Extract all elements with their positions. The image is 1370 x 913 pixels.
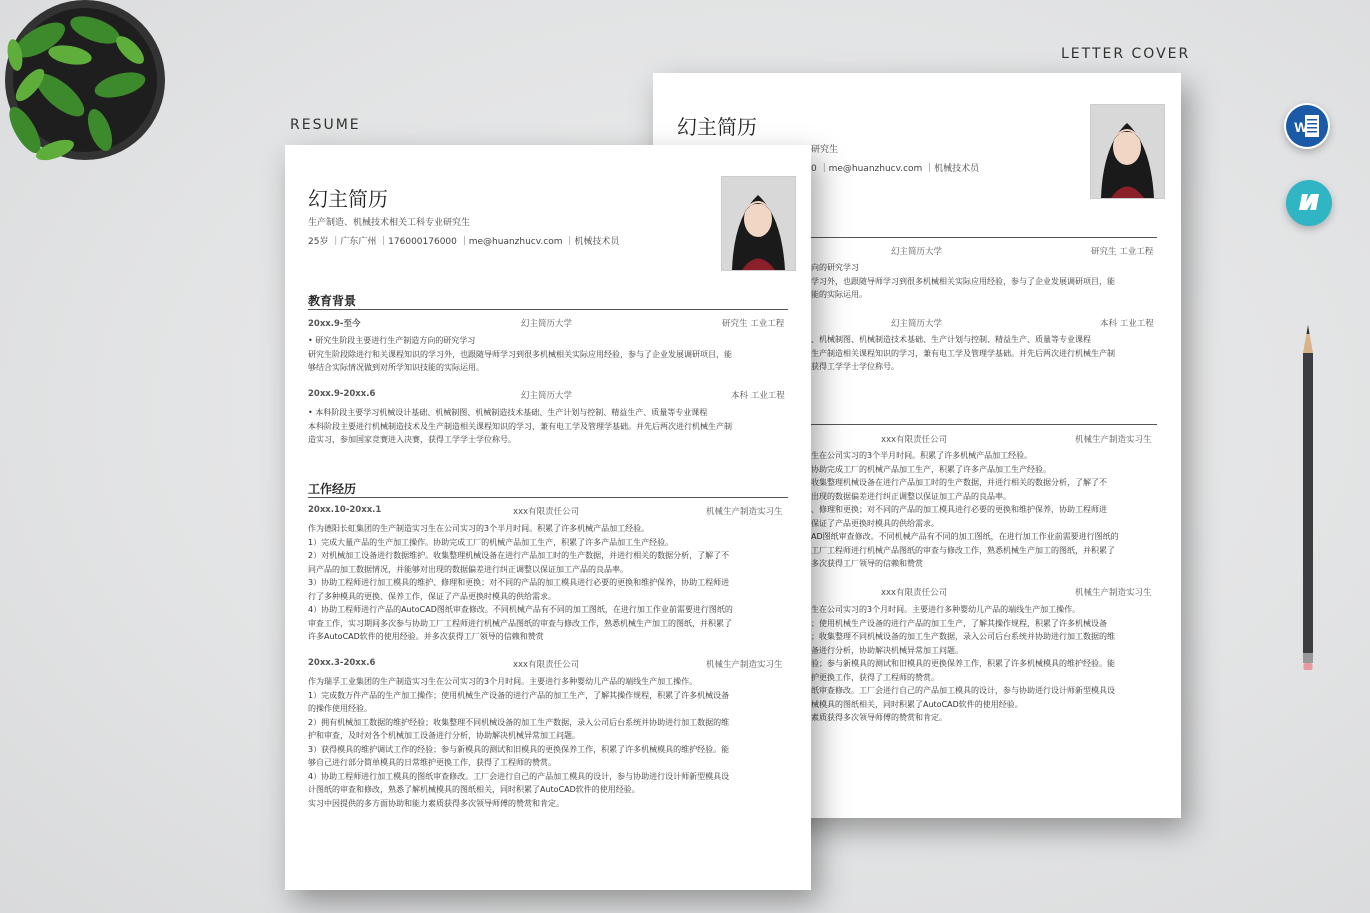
work-role-2: 机械生产制造实习生 — [706, 660, 783, 670]
education-heading: 教育背景 — [308, 294, 357, 308]
cover-degree-2: 本科 工业工程 — [1100, 319, 1154, 329]
plant-decoration — [0, 0, 175, 190]
resume-name: 幻主简历 — [308, 187, 388, 211]
resume-page — [285, 145, 811, 890]
work-heading: 工作经历 — [308, 482, 357, 496]
work-company-1: xxx有限责任公司 — [513, 507, 580, 517]
cover-work-desc-1: 生在公司实习的3个半月时间。积累了许多机械产品加工经验。 协助完成工厂的机械产品加工生产，积累了许多产品加工生产经验。 收集整理机械设备在进行产品加工时的生产数据，并进行相关的数据分析，了解了不 出现的数据偏差进行纠正调整以保证加工产品的良品率。 、修理和更换；对不同的产品的加工模具进行必要的更换和维护保养，协助工程师进 保证了产品更换时模具的供给需求。 AD图纸审查修改。不同机械产品有不同的加工图纸，在进行加工作业前需要进行图纸的 工厂工程师进行机械产品图纸的审查与修改工作，熟悉机械生产加工的图纸，并积累了 多次获得工厂领导的信赖和赞赏 — [811, 451, 1119, 568]
work-company-2: xxx有限责任公司 — [513, 660, 580, 670]
work-date-1: 20xx.10-20xx.1 — [308, 505, 382, 515]
cover-school-2: 幻主简历大学 — [891, 319, 943, 329]
work-divider — [308, 497, 788, 498]
work-role-1: 机械生产制造实习生 — [706, 507, 783, 517]
cover-contact: 0 ｜me@huanzhucv.com ｜机械技术员 — [811, 164, 980, 174]
cover-company-2: xxx有限责任公司 — [881, 588, 948, 598]
cover-subtitle: 研究生 — [811, 145, 839, 155]
portrait-image — [722, 177, 795, 270]
resume-subtitle: 生产制造、机械技术相关工科专业研究生 — [308, 218, 471, 228]
resume-contact: 25岁 ｜广东广州 ｜176000176000 ｜me@huanzhucv.com ｜机械技术员 — [308, 237, 620, 247]
edu-degree-2: 本科 工业工程 — [731, 391, 785, 401]
cover-degree-1: 研究生 工业工程 — [1091, 247, 1154, 257]
cover-school-1: 幻主简历大学 — [891, 247, 943, 257]
work-date-2: 20xx.3-20xx.6 — [308, 658, 376, 668]
portrait-image — [1091, 105, 1164, 198]
education-divider — [308, 309, 788, 310]
resume-photo — [721, 176, 796, 271]
svg-text:W: W — [1294, 119, 1308, 135]
cover-divider-2 — [803, 424, 1157, 425]
word-icon[interactable] — [1284, 103, 1330, 149]
cover-photo — [1090, 104, 1165, 199]
pages-icon[interactable] — [1286, 180, 1332, 226]
edu-desc-1: • 研究生阶段主要进行生产制造方向的研究学习 研究生阶段除进行和关课程知识的学习外，也跟随导师学习到很多机械相关实际应用经验，参与了企业发展调研项目，能 够结合实际情况做到对所学知识技能的实际运用。 — [308, 336, 732, 372]
work-desc-2: 作为瑞孚工业集团的生产制造实习生在公司实习的3个月时间。主要进行多种婴幼儿产品的端线生产加工操作。 1）完成数万件产品的生产加工操作；使用机械生产设备的进行产品的加工生产，了解其操作规程，积累了许多机械设备 的操作使用经验。 2）拥有机械加工数据的维护经验；收集整理不同机械设备的加工生产数据，录入公司后台系统并协助进行加工数据的维 护和审查，及时对各个机械加工设备进行分析，协助解决机械异常加工问题。 3）获得模具的维护调试工作的经验；参与新模具的测试和旧模具的更换保养工作，积累了许多机械模具的维护经验。能 够自己进行部分简单模具的日常维护更换工作，获得了工程师的赞赏。 4）协助工程师进行加工模具的图纸审查修改。工厂会进行自己的产品加工模具的设计，参与协助进行设计师新型模具设 计图纸的审查和修改，熟悉了解机械模具的图纸相关，同时积累了AutoCAD软件的使用经验。 实习中因提供的多方面协助和能力素质获得多次领导师傅的赞赏和肯定。 — [308, 677, 730, 808]
resume-caption: RESUME — [290, 117, 361, 133]
cover-company-1: xxx有限责任公司 — [881, 435, 948, 445]
cover-role-1: 机械生产制造实习生 — [1075, 435, 1152, 445]
work-desc-1: 作为德阳长虹集团的生产制造实习生在公司实习的3个半月时间。积累了许多机械产品加工经验。 1）完成大量产品的生产加工操作。协助完成工厂的机械产品加工生产，积累了许多产品加工生产经验。 2）对机械加工设备进行数据维护。收集整理机械设备在进行产品加工时的生产数据，并进行相关的数据分析，了解了不 同产品的加工数据情况，并能够对出现的数据偏差进行纠正调整以保证加工产品的良品率。 3）协助工程师进行加工模具的维护、修理和更换；对不同的产品的加工模具进行必要的更换和维护保养，协助工程师进 行了多种模具的更换、保养工作，保证了产品更换时模具的供给需求。 4）协助工程师进行产品的AutoCAD图纸审查修改。不同机械产品有不同的加工图纸，在进行加工作业前需要进行图纸的 审查工作，实习期间多次参与协助工厂工程师进行机械产品图纸的审查与修改工作，熟悉机械生产加工的图纸，并积累了 许多AutoCAD软件的使用经验。并多次获得工厂领导的信赖和赞赏 — [308, 524, 733, 641]
pencil-decoration — [1302, 325, 1314, 670]
cover-role-2: 机械生产制造实习生 — [1075, 588, 1152, 598]
letter-cover-caption: LETTER COVER — [1061, 46, 1191, 62]
edu-desc-2: • 本科阶段主要学习机械设计基础、机械制图、机械制造技术基础、生产计划与控制、精益生产、质量等专业课程 本科阶段主要进行机械制造技术及生产制造相关课程知识的学习，兼有电工学及管理学基础。并先后两次进行机械生产制 造实习，参加国家竞赛进入决赛，获得工学学士学位称号。 — [308, 408, 732, 444]
edu-date-1: 20xx.9-至今 — [308, 319, 361, 329]
edu-school-1: 幻主简历大学 — [521, 319, 573, 329]
cover-divider — [803, 237, 1157, 238]
edu-date-2: 20xx.9-20xx.6 — [308, 389, 376, 399]
edu-degree-1: 研究生 工业工程 — [722, 319, 785, 329]
cover-edu-desc-1: 向的研究学习 学习外，也跟随导师学习到很多机械相关实际应用经验，参与了企业发展调研项目，能 能的实际运用。 — [811, 263, 1115, 299]
cover-edu-desc-2: 、机械制图、机械制造技术基础、生产计划与控制、精益生产、质量等专业课程 生产制造相关课程知识的学习，兼有电工学及管理学基础。并先后两次进行机械生产制 获得工学学士学位称号。 — [811, 335, 1115, 371]
cover-name: 幻主简历 — [677, 115, 757, 139]
cover-work-desc-2: 生在公司实习的3个月时间。主要进行多种婴幼儿产品的端线生产加工操作。 ；使用机械生产设备的进行产品的加工生产，了解其操作规程，积累了许多机械设备 ；收集整理不同机械设备的加工生产数据，录入公司后台系统并协助进行加工数据的维 备进行分析，协助解决机械异常加工问题。 验；参与新模具的测试和旧模具的更换保养工作，积累了许多机械模具的维护经验。能 护更换工作，获得了工程师的赞赏。 纸审查修改。工厂会进行自己的产品加工模具的设计，参与协助进行设计师新型模具设 械模具的图纸相关，同时积累了AutoCAD软件的使用经验。 素质获得多次领导师傅的赞赏和肯定。 — [811, 605, 1115, 722]
edu-school-2: 幻主简历大学 — [521, 391, 573, 401]
